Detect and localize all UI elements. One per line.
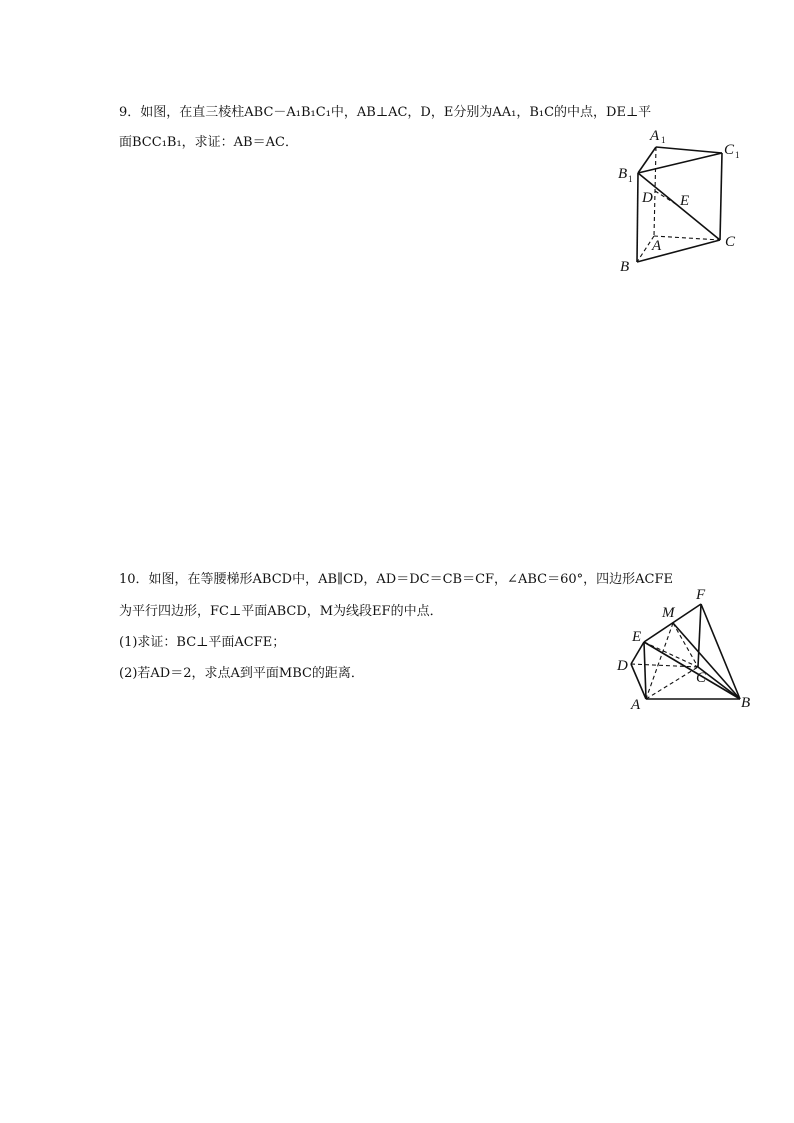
label-B: B — [620, 259, 630, 275]
problem-9-line-1: 9．如图，在直三棱柱ABC－A₁B₁C₁中，AB⊥AC，D，E分别为AA₁，B₁C的中点，DE⊥平 — [119, 105, 652, 120]
label-D: D — [642, 190, 653, 206]
edge-F-C — [698, 604, 701, 667]
problem-10-line-2: 为平行四边形，FC⊥平面ABCD，M为线段EF的中点． — [119, 604, 443, 619]
label-C: C — [696, 670, 707, 686]
label-C1: C — [724, 142, 735, 158]
label-C1-sub: 1 — [735, 150, 740, 160]
label-F: F — [696, 587, 706, 603]
label-A: A — [631, 697, 641, 713]
label-B1: B — [618, 166, 628, 182]
edge-C1-C — [720, 153, 722, 240]
label-D: D — [617, 658, 628, 674]
label-A1: A — [650, 128, 660, 144]
problem-9-line-2: 面BCC₁B₁，求证：AB＝AC． — [119, 135, 298, 150]
edge-E-A — [644, 642, 646, 699]
label-C: C — [725, 234, 736, 250]
segment-B1-C — [638, 173, 720, 240]
edge-D-C — [631, 664, 698, 667]
label-M: M — [662, 605, 675, 621]
problem-10-solid-figure — [610, 585, 760, 715]
edge-A1-C1 — [656, 147, 722, 153]
problem-9-prism-figure — [608, 120, 758, 280]
problem-10-line-1: 10．如图，在等腰梯形ABCD中，AB∥CD，AD＝DC＝CB＝CF，∠ABC＝60°，四边形ACFE — [119, 572, 673, 587]
edge-E-C — [644, 642, 698, 667]
label-A: A — [652, 238, 662, 254]
segment-D-E — [655, 191, 679, 206]
label-E: E — [680, 193, 690, 209]
label-E: E — [632, 629, 642, 645]
problem-10-part-1: (1)求证：BC⊥平面ACFE； — [119, 635, 286, 650]
label-B: B — [741, 695, 751, 711]
edge-M-B — [673, 623, 740, 699]
edge-A-C — [646, 667, 698, 699]
edge-B1-B — [637, 173, 638, 262]
edge-M-C — [673, 623, 698, 667]
problem-10-part-2: (2)若AD＝2，求点A到平面MBC的距离． — [119, 666, 364, 681]
edge-M-A — [646, 623, 673, 699]
label-B1-sub: 1 — [628, 174, 633, 184]
edge-A-C — [654, 236, 720, 240]
edge-D-A — [631, 664, 646, 699]
edge-E-B — [644, 642, 740, 699]
label-A1-sub: 1 — [661, 135, 666, 145]
edge-D-E — [631, 642, 644, 664]
